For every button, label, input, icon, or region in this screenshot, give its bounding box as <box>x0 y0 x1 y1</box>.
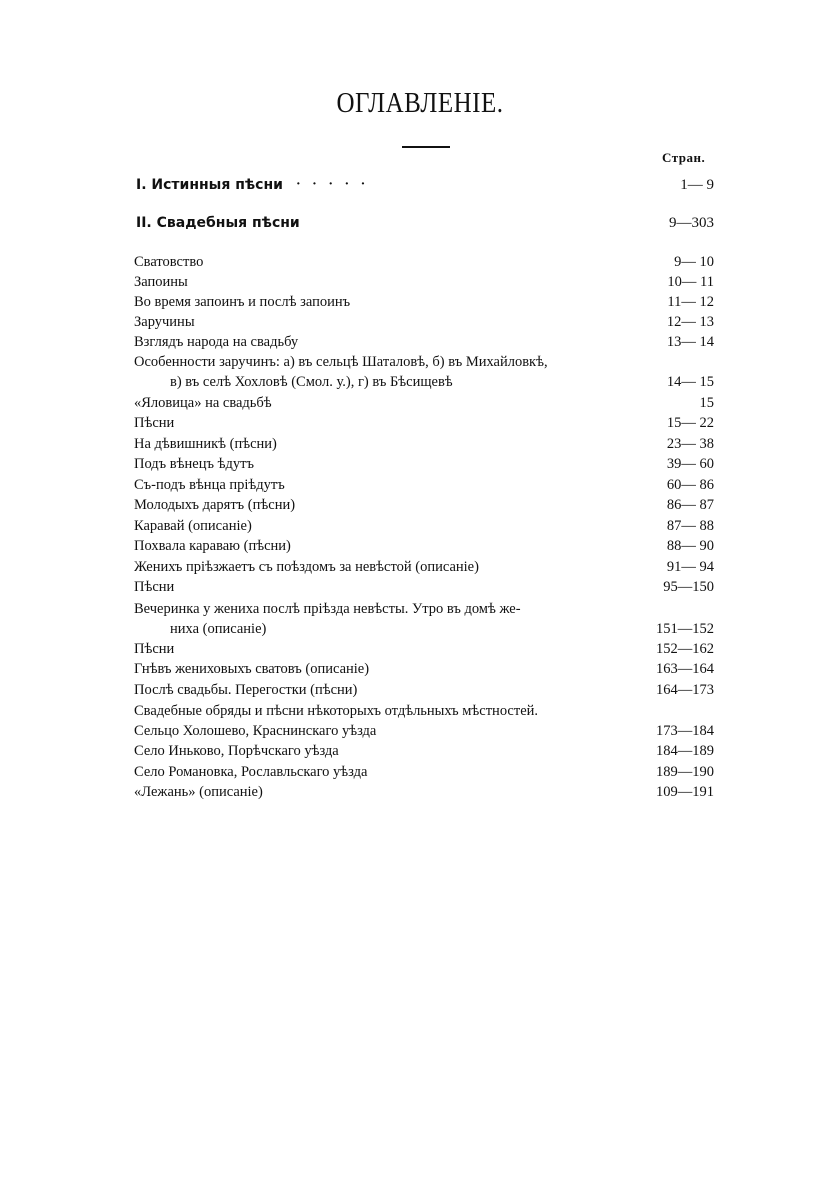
toc-entry <box>170 372 714 392</box>
entry-title: Съ-подъ вѣнца пріѣдутъ <box>134 475 291 495</box>
entry-pages: 184—189 <box>656 743 714 759</box>
entry-title: Пѣсни <box>134 639 180 659</box>
entry-title: Вечеринка у жениха послѣ пріѣзда невѣсты. Утро въ домѣ же- <box>134 599 527 619</box>
section-label: I. Истинныя пѣсни <box>136 177 283 193</box>
entry-pages: 23— 38 <box>666 436 714 452</box>
toc-entry <box>134 599 714 619</box>
entry-title: Село Романовка, Рославльскаго уѣзда <box>134 762 373 782</box>
title-divider <box>402 146 450 148</box>
toc-entry <box>134 721 714 741</box>
entry-pages: 163—164 <box>656 661 714 677</box>
entry-pages: 189—190 <box>656 764 714 780</box>
entry-pages: 10— 11 <box>667 274 714 290</box>
section-heading <box>136 215 714 237</box>
entry-pages: 15— 22 <box>666 415 714 431</box>
toc-entry <box>134 434 714 454</box>
toc-entry <box>170 619 714 639</box>
entry-title: Каравай (описаніе) <box>134 516 258 536</box>
toc-entry <box>134 557 714 577</box>
section-heading <box>136 177 714 199</box>
page-title: ОГЛАВЛЕНІЕ. <box>336 87 504 119</box>
entry-pages: 11— 12 <box>667 294 714 310</box>
entry-title: Взглядъ народа на свадьбу <box>134 332 304 352</box>
toc-entry <box>134 292 714 312</box>
entry-pages: 109—191 <box>656 784 714 800</box>
entry-pages: 151—152 <box>656 621 714 637</box>
toc-entry <box>134 312 714 332</box>
toc-entry <box>134 659 714 679</box>
entry-pages: 14— 15 <box>666 374 714 390</box>
entry-title: Свадебные обряды и пѣсни нѣкоторыхъ отдѣльныхъ мѣстностей. <box>134 701 544 721</box>
entry-title: ниха (описаніе) <box>170 619 272 639</box>
toc-entry <box>134 332 714 352</box>
entry-title: На дѣвишникѣ (пѣсни) <box>134 434 283 454</box>
entry-pages: 164—173 <box>656 682 714 698</box>
entry-pages: 173—184 <box>656 723 714 739</box>
entry-title: в) въ селѣ Хохловѣ (Смол. у.), г) въ Бѣсищевѣ <box>170 372 459 392</box>
section-label: II. Свадебныя пѣсни <box>136 215 300 231</box>
toc-entry <box>134 741 714 761</box>
section-dots: · · · · · <box>296 177 370 192</box>
section-pages: 1— 9 <box>680 177 714 193</box>
entry-pages: 12— 13 <box>666 314 714 330</box>
entry-title: Похвала караваю (пѣсни) <box>134 536 297 556</box>
entry-title: Послѣ свадьбы. Перегостки (пѣсни) <box>134 680 363 700</box>
toc-entry <box>134 495 714 515</box>
entry-title: Гнѣвъ жениховыхъ сватовъ (описаніе) <box>134 659 375 679</box>
toc-entry <box>134 393 714 413</box>
entry-pages: 60— 86 <box>666 477 714 493</box>
entry-title: Пѣсни <box>134 413 180 433</box>
toc-entry <box>134 475 714 495</box>
entry-pages: 13— 14 <box>666 334 714 350</box>
entry-pages: 88— 90 <box>666 538 714 554</box>
toc-entry <box>134 252 714 272</box>
entry-pages: 91— 94 <box>666 559 714 575</box>
entry-title: Запоины <box>134 272 194 292</box>
entry-title: Особенности заручинъ: а) въ сельцѣ Шаталовѣ, б) въ Михайловкѣ, <box>134 352 554 372</box>
entry-title: Село Иньково, Порѣчскаго уѣзда <box>134 741 345 761</box>
entry-title: Сельцо Холошево, Краснинскаго уѣзда <box>134 721 382 741</box>
entry-pages: 9— 10 <box>674 254 714 270</box>
toc-entry <box>134 577 714 597</box>
entry-pages: 39— 60 <box>666 456 714 472</box>
entry-title: «Яловица» на свадьбѣ <box>134 393 278 413</box>
toc-entry <box>134 680 714 700</box>
entry-title: Молодыхъ дарятъ (пѣсни) <box>134 495 301 515</box>
entry-title: Сватовство <box>134 252 209 272</box>
entry-title: Заручины <box>134 312 201 332</box>
entry-title: Пѣсни <box>134 577 180 597</box>
toc-entry <box>134 536 714 556</box>
toc-entry <box>134 454 714 474</box>
entry-pages: 95—150 <box>663 579 714 595</box>
entry-title: Женихъ пріѣзжаетъ съ поѣздомъ за невѣстой (описаніе) <box>134 557 485 577</box>
toc-entry <box>134 272 714 292</box>
toc-entry <box>134 639 714 659</box>
entry-pages: 152—162 <box>656 641 714 657</box>
entry-pages: 87— 88 <box>666 518 714 534</box>
entry-pages: 86— 87 <box>666 497 714 513</box>
entry-title: Во время запоинъ и послѣ запоинъ <box>134 292 356 312</box>
section-pages: 9—303 <box>669 215 714 231</box>
toc-entry <box>134 516 714 536</box>
toc-entry <box>134 762 714 782</box>
toc-entry <box>134 413 714 433</box>
entry-title: «Лежань» (описаніе) <box>134 782 269 802</box>
toc-entry <box>134 701 714 721</box>
entry-pages: 15 <box>699 395 714 411</box>
page-column-header: Стран. <box>662 150 706 165</box>
entry-title: Подъ вѣнецъ ѣдутъ <box>134 454 260 474</box>
toc-entry <box>134 352 714 372</box>
toc-entry <box>134 782 714 802</box>
